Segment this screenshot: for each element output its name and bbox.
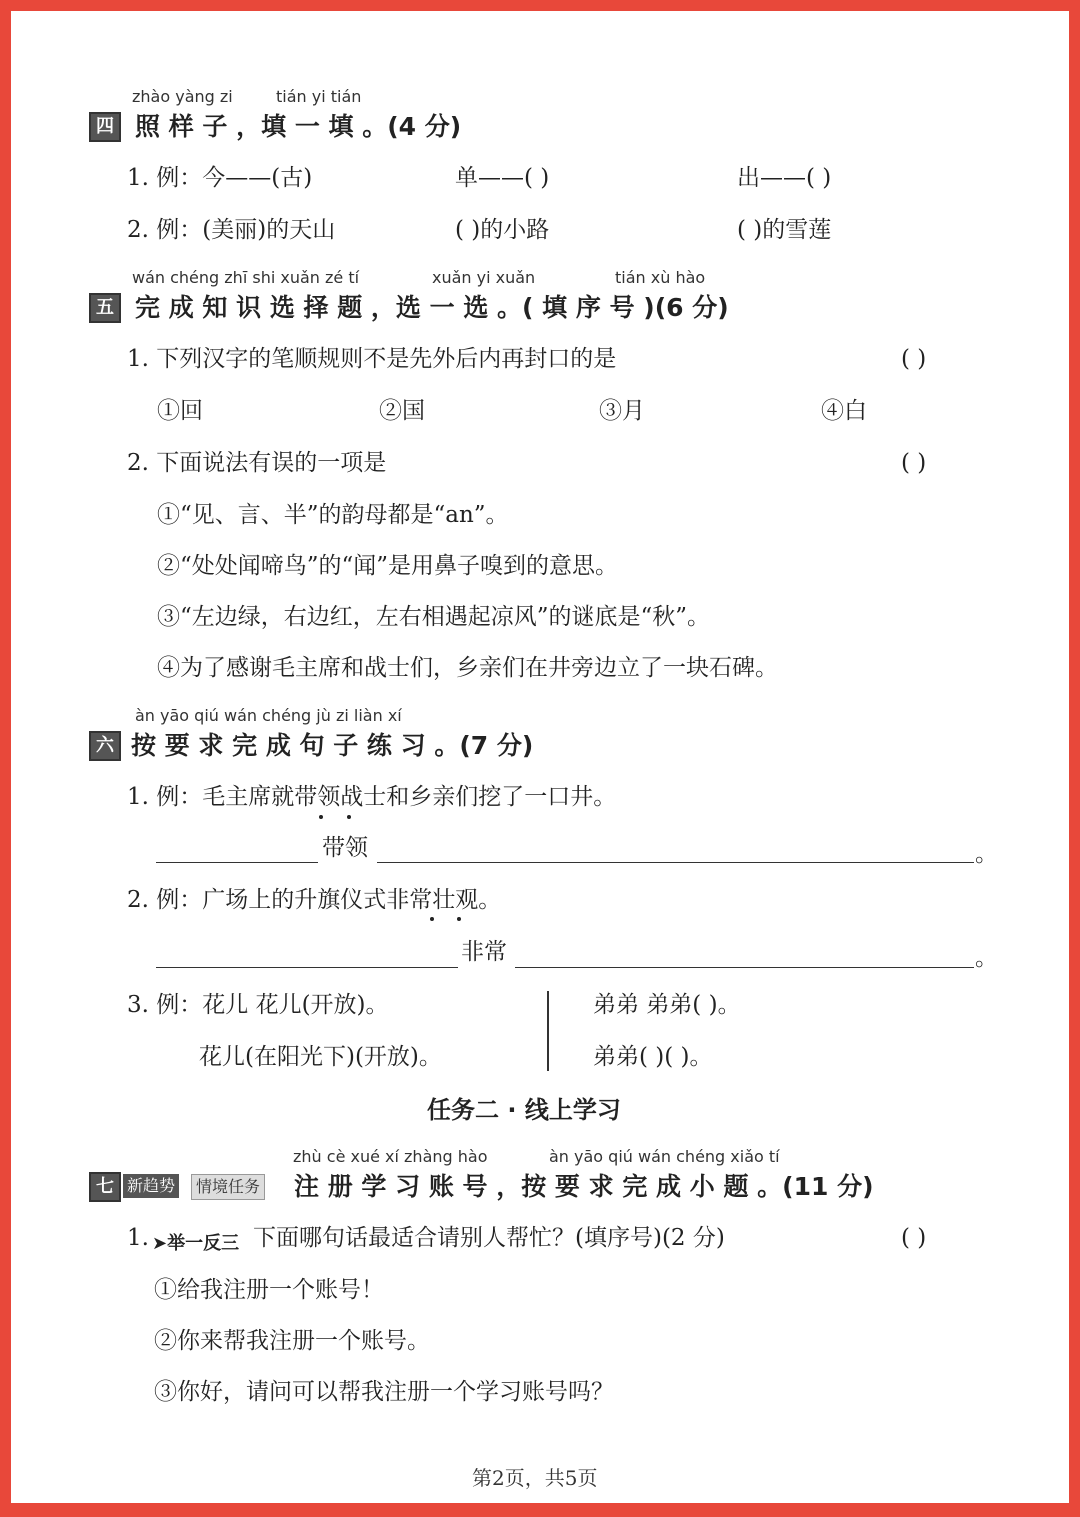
s6-q2-answer-line-left[interactable] bbox=[156, 967, 458, 968]
s5-q2-option-4: ④为了感谢毛主席和战士们，乡亲们在井旁边立了一块石碑。 bbox=[157, 655, 778, 681]
section-number-6: 六 bbox=[89, 731, 121, 761]
worksheet-page bbox=[11, 11, 1069, 1503]
s6-q3-example-2: 花儿(在阳光下)(开放)。 bbox=[199, 1044, 442, 1070]
s7-q1-text: 下面哪句话最适合请别人帮忙？(填序号)(2 分) bbox=[253, 1225, 725, 1251]
s4-q2-example: 2. 例：(美丽)的天山 bbox=[127, 217, 336, 243]
emphasis-dot bbox=[347, 815, 351, 819]
section-4-title: 照 样 子 ，填 一 填 。(4 分) bbox=[135, 112, 462, 141]
s6-q1-example: 1. 例：毛主席就带领战士和乡亲们挖了一口井。 bbox=[127, 784, 617, 810]
s5-q1-option-2: ②国 bbox=[379, 398, 425, 424]
s7-q1-number: 1. bbox=[127, 1225, 149, 1251]
page-number-footer: 第2页，共5页 bbox=[472, 1466, 598, 1490]
s4-pinyin-b: tián yi tián bbox=[276, 87, 362, 106]
s4-q2-item-c: ( )的雪莲 bbox=[737, 217, 832, 243]
s6-q3-fill-1[interactable]: 弟弟 弟弟( )。 bbox=[593, 992, 741, 1018]
s4-q1-example: 1. 例：今——(古) bbox=[127, 165, 313, 191]
s4-pinyin-a: zhào yàng zi bbox=[132, 87, 233, 106]
s5-q2-option-2: ②“处处闻啼鸟”的“闻”是用鼻子嗅到的意思。 bbox=[157, 553, 619, 579]
section-5-title: 完 成 知 识 选 择 题 ，选 一 选 。( 填 序 号 )(6 分) bbox=[135, 293, 729, 322]
s6-q1-period: 。 bbox=[975, 841, 998, 867]
s6-q2-answer-line-right[interactable] bbox=[515, 967, 974, 968]
s5-q2-answer-bracket[interactable]: ( ) bbox=[901, 450, 927, 476]
section-number-5: 五 bbox=[89, 293, 121, 323]
s6-q2-period: 。 bbox=[975, 945, 998, 971]
analogy-tag: ➤举一反三 bbox=[152, 1233, 240, 1254]
s6-q1-word: 带领 bbox=[322, 835, 368, 861]
s5-q1-answer-bracket[interactable]: ( ) bbox=[901, 346, 927, 372]
s6-q2-word: 非常 bbox=[461, 939, 507, 965]
s5-q2-text: 2. 下面说法有误的一项是 bbox=[127, 450, 387, 476]
s7-q1-option-2: ②你来帮我注册一个账号。 bbox=[154, 1328, 430, 1354]
emphasis-dot bbox=[457, 917, 461, 921]
section-7-title: 注 册 学 习 账 号 ，按 要 求 完 成 小 题 。(11 分) bbox=[294, 1172, 874, 1201]
s5-q2-option-3: ③“左边绿，右边红，左右相遇起凉风”的谜底是“秋”。 bbox=[157, 604, 711, 630]
s6-q1-answer-line-right[interactable] bbox=[377, 862, 974, 863]
s6-q2-example: 2. 例：广场上的升旗仪式非常壮观。 bbox=[127, 887, 502, 913]
s5-q2-option-1: ①“见、言、半”的韵母都是“an”。 bbox=[157, 502, 509, 528]
s4-q1-item-c: 出——( ) bbox=[737, 165, 832, 191]
s4-q1-item-b: 单——( ) bbox=[455, 165, 550, 191]
s5-q1-option-1: ①回 bbox=[157, 398, 203, 424]
s5-pinyin-b: xuǎn yi xuǎn bbox=[432, 268, 536, 287]
s5-pinyin-c: tián xù hào bbox=[615, 268, 706, 287]
task-two-heading: 任务二 · 线上学习 bbox=[427, 1096, 621, 1124]
s7-pinyin-b: àn yāo qiú wán chéng xiǎo tí bbox=[549, 1147, 780, 1166]
scenario-task-tag: 情境任务 bbox=[191, 1174, 265, 1200]
s7-pinyin-a: zhù cè xué xí zhàng hào bbox=[293, 1147, 488, 1166]
section-number-7: 七 bbox=[89, 1172, 121, 1202]
s5-q1-option-4: ④白 bbox=[821, 398, 867, 424]
s7-q1-option-1: ①给我注册一个账号！ bbox=[154, 1277, 384, 1303]
emphasis-dot bbox=[319, 815, 323, 819]
emphasis-dot bbox=[430, 917, 434, 921]
s6-pinyin: àn yāo qiú wán chéng jù zi liàn xí bbox=[135, 706, 402, 725]
s6-q1-answer-line-left[interactable] bbox=[156, 862, 318, 863]
s6-q3-example-1: 3. 例：花儿 花儿(开放)。 bbox=[127, 992, 389, 1018]
new-trend-tag: 新趋势 bbox=[123, 1174, 179, 1198]
s5-q1-option-3: ③月 bbox=[599, 398, 645, 424]
section-6-title: 按 要 求 完 成 句 子 练 习 。(7 分) bbox=[131, 731, 534, 760]
s7-q1-answer-bracket[interactable]: ( ) bbox=[901, 1225, 927, 1251]
section-number-4: 四 bbox=[89, 112, 121, 142]
s6-q3-fill-2[interactable]: 弟弟( )( )。 bbox=[593, 1044, 713, 1070]
s5-pinyin-a: wán chéng zhī shi xuǎn zé tí bbox=[132, 268, 360, 287]
s6-q3-divider bbox=[547, 991, 549, 1071]
s4-q2-item-b: ( )的小路 bbox=[455, 217, 550, 243]
s5-q1-text: 1. 下列汉字的笔顺规则不是先外后内再封口的是 bbox=[127, 346, 617, 372]
s7-q1-option-3: ③你好，请问可以帮我注册一个学习账号吗？ bbox=[154, 1379, 614, 1405]
